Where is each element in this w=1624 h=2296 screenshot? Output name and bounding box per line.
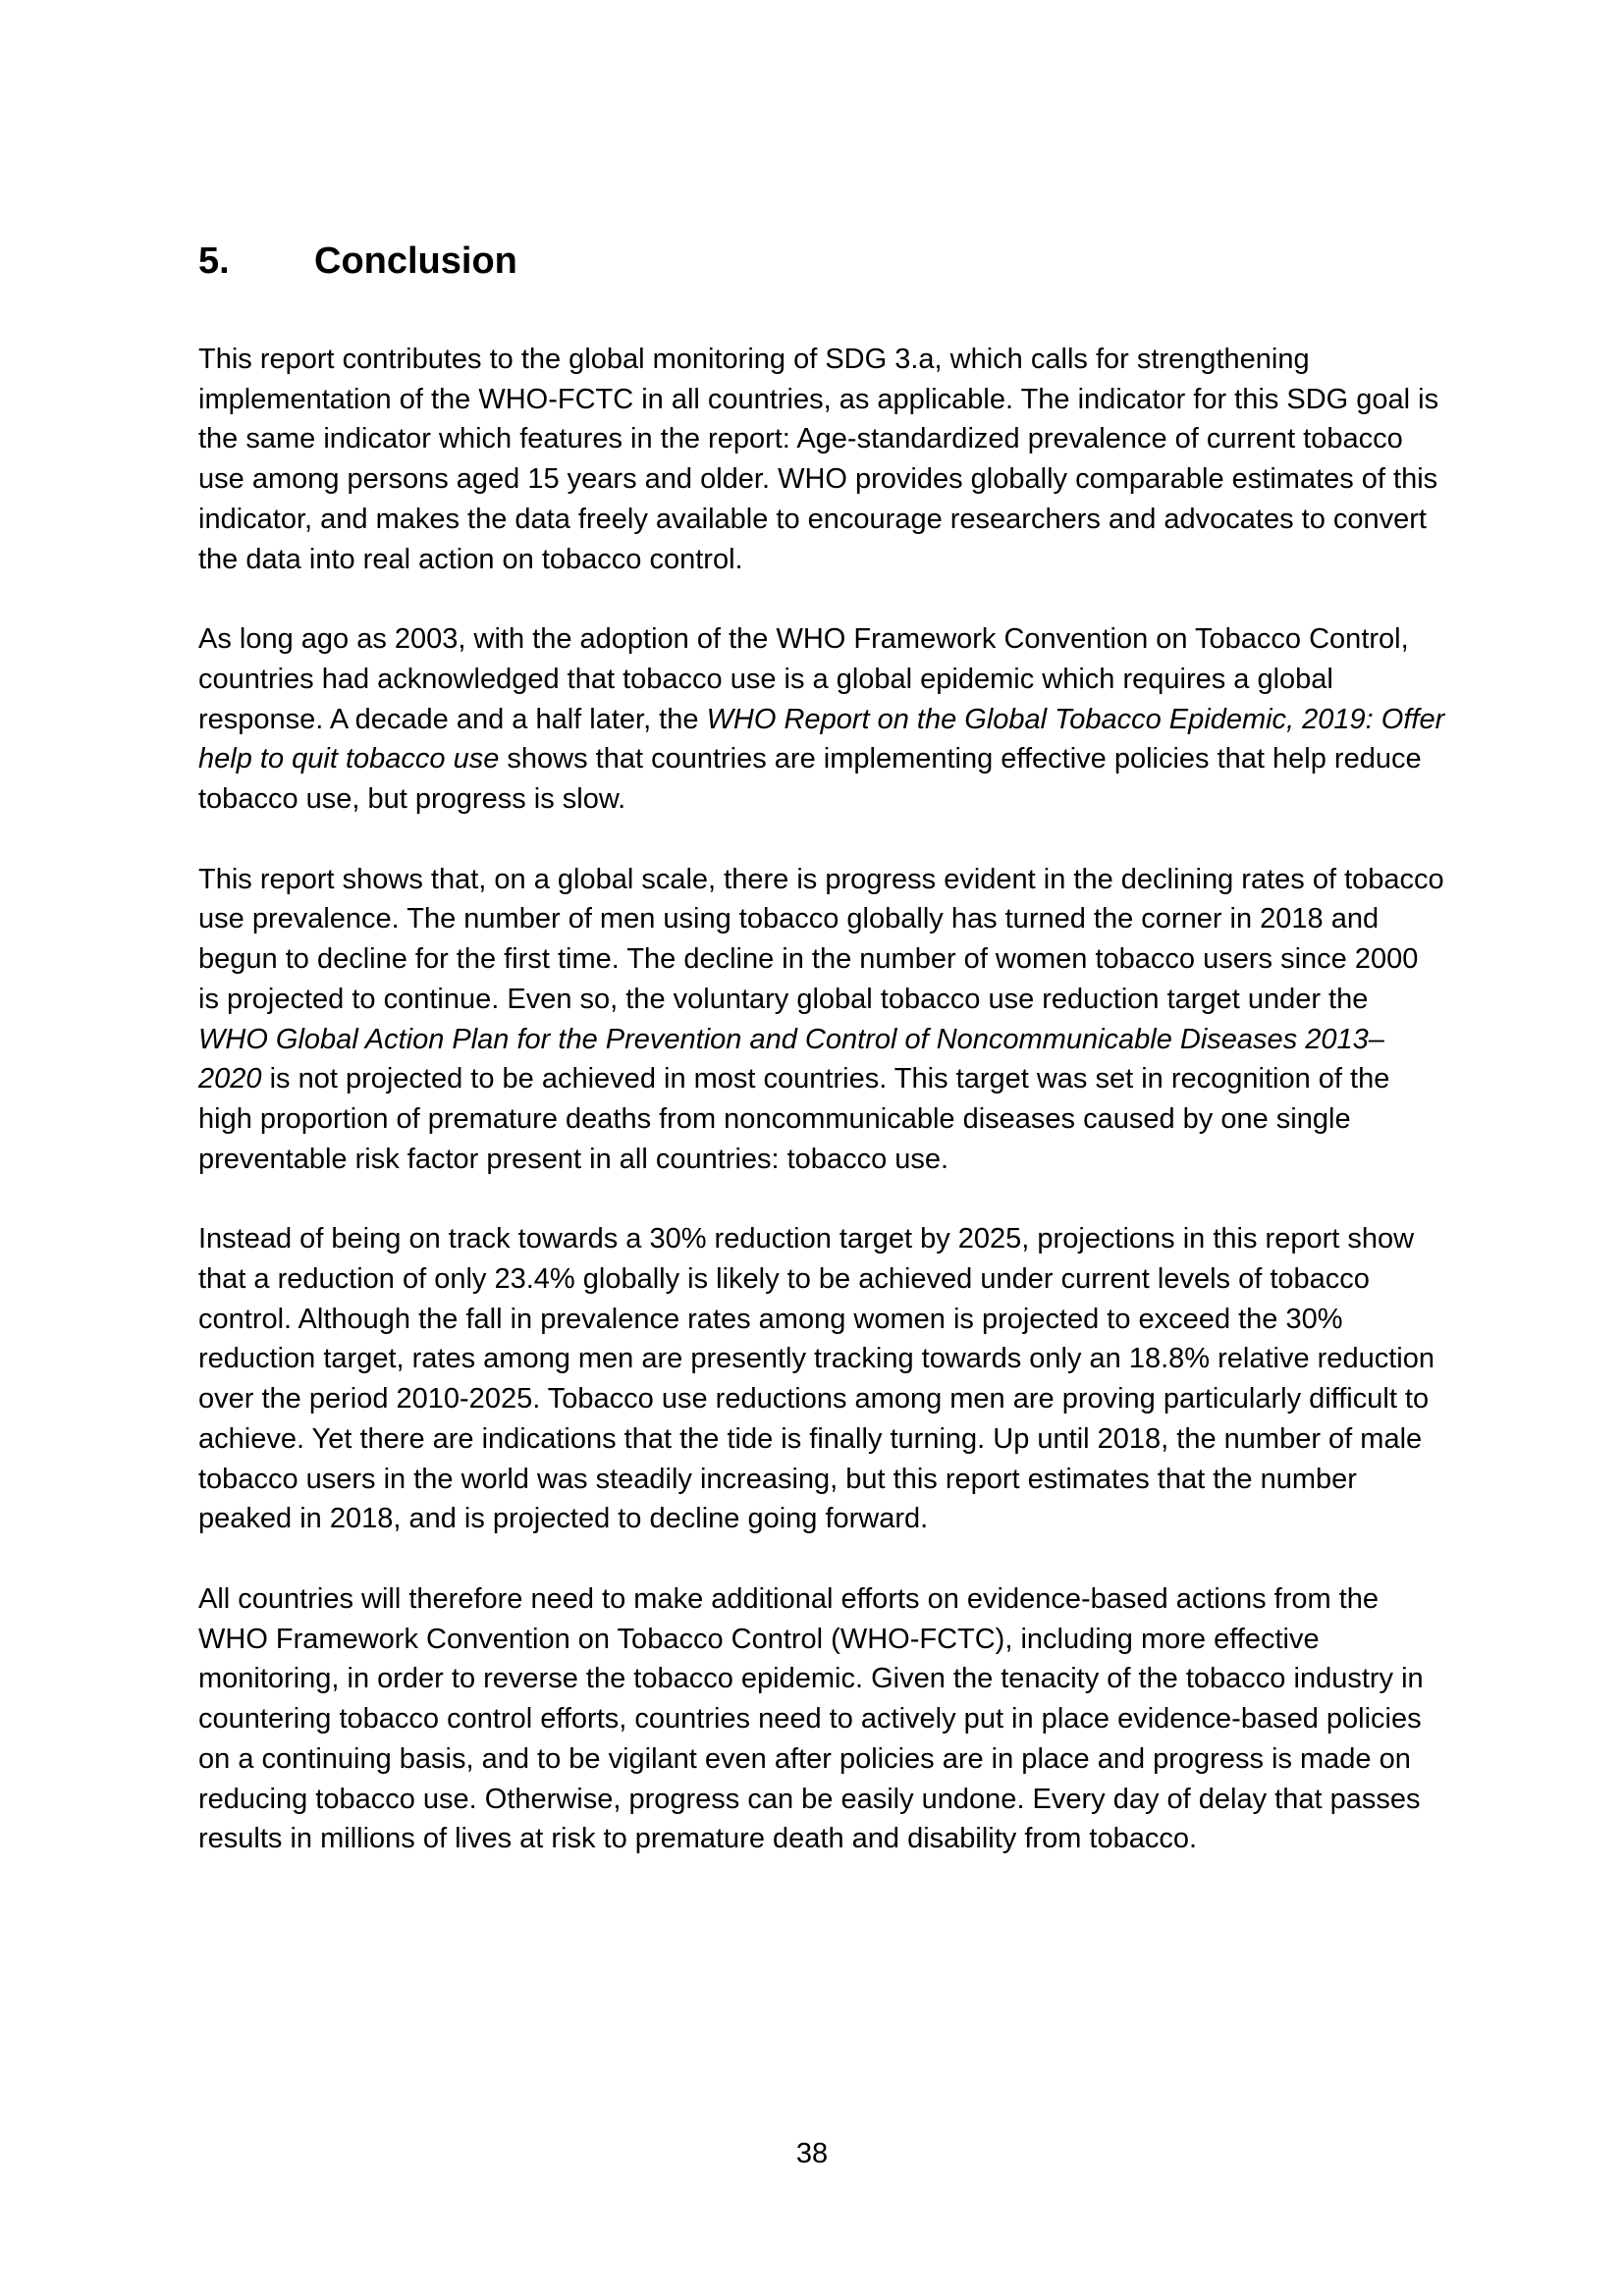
paragraph-call-to-action bbox=[198, 1579, 1445, 1859]
paragraph-text: This report shows that, on a global scale, there is progress evident in the declining rates of tobacco use prevalence. The number of men using tobacco globally has turned the corner in 2018 and begun to decline for the first time. The decline in the number of women tobacco users since 2000 is projected to continue. Even so, the voluntary global tobacco use reduction target under the bbox=[198, 863, 1444, 1015]
page-number: 38 bbox=[795, 2138, 829, 2169]
paragraph-text: This report contributes to the global monitoring of SDG 3.a, which calls for strengthening implementation of the WHO-FCTC in all countries, as applicable. The indicator for this SDG goal is the same indicator which features in the report: Age-standardized prevalence of current tobacco use among persons aged 15 years and older. WHO provides globally comparable estimates of this indicator, and makes the data freely available to encourage researchers and advocates to convert the data into real action on tobacco control. bbox=[198, 344, 1439, 575]
report-title-reference: WHO Report on the Global Tobacco Epidemic, 2019: Offer help to quit tobacco use bbox=[198, 703, 1445, 775]
paragraph-text: shows that countries are implementing effective policies that help reduce tobacco use, but progress is slow. bbox=[198, 743, 1422, 816]
action-plan-title-reference: WHO Global Action Plan for the Prevention and Control of Noncommunicable Diseases 2013–2020 bbox=[198, 1023, 1384, 1095]
paragraph-text: is not projected to be achieved in most countries. This target was set in recognition of the high proportion of premature deaths from noncommunicable diseases caused by one single preventable risk factor present in all countries: tobacco use. bbox=[198, 1063, 1390, 1175]
paragraph-text: All countries will therefore need to make additional efforts on evidence-based actions from the WHO Framework Convention on Tobacco Control (WHO-FCTC), including more effective monitoring, in order to reverse the tobacco epidemic. Given the tenacity of the tobacco industry in countering tobacco control efforts, countries need to actively put in place evidence-based policies on a continuing basis, and to be vigilant even after policies are in place and progress is made on reducing tobacco use. Otherwise, progress can be easily undone. Every day of delay that passes results in millions of lives at risk to premature death and disability from tobacco. bbox=[198, 1582, 1424, 1855]
section-number: 5. bbox=[198, 240, 230, 282]
paragraph-fctc-adoption bbox=[198, 619, 1445, 820]
paragraph-text: As long ago as 2003, with the adoption of the WHO Framework Convention on Tobacco Control, countries had acknowledged that tobacco use is a global epidemic which requires a global response. A decade and a half later, the bbox=[198, 623, 1409, 735]
paragraph-sdg-monitoring bbox=[198, 340, 1445, 579]
section-heading bbox=[198, 234, 517, 289]
paragraph-global-progress bbox=[198, 860, 1445, 1180]
paragraph-text: Instead of being on track towards a 30% reduction target by 2025, projections in this report show that a reduction of only 23.4% globally is likely to be achieved under current levels of tobacco control. Although the fall in prevalence rates among women is projected to exceed the 30% reduction target, rates among men are presently tracking towards only an 18.8% relative reduction over the period 2010-2025. Tobacco use reductions among men are proving particularly difficult to achieve. Yet there are indications that the tide is finally turning. Up until 2018, the number of male tobacco users in the world was steadily increasing, but this report estimates that the number peaked in 2018, and is projected to decline going forward. bbox=[198, 1223, 1435, 1535]
body-text bbox=[198, 340, 1445, 1899]
paragraph-reduction-projections bbox=[198, 1219, 1445, 1539]
section-title: Conclusion bbox=[314, 240, 517, 282]
